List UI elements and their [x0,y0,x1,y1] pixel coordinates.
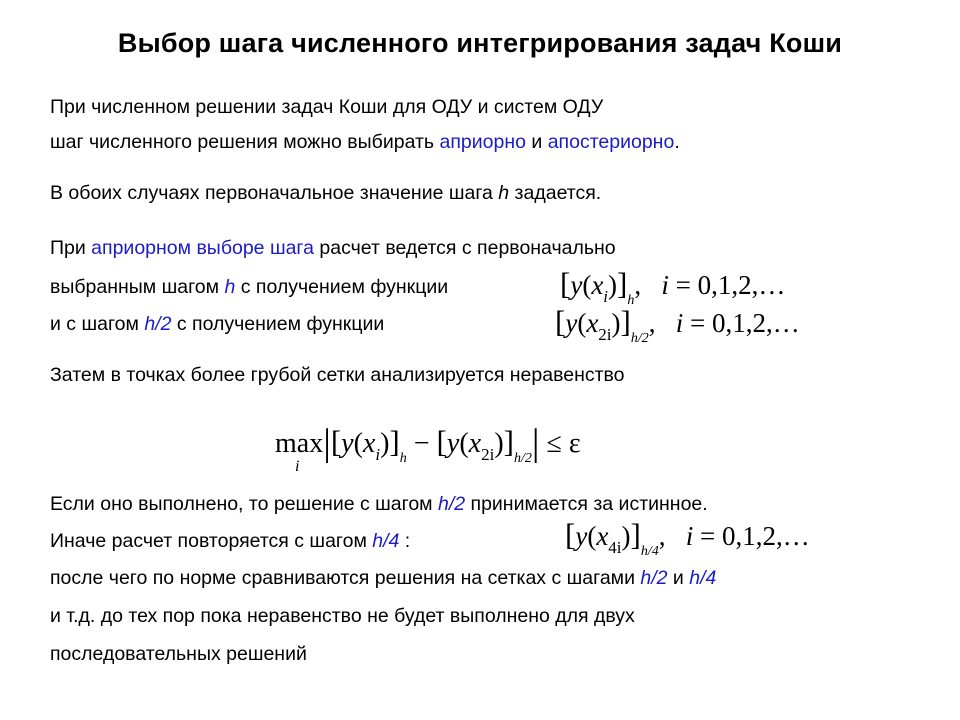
text: расчет ведется с первоначально [313,237,616,259]
formula-y-x4i-h4: $[y(x_{4i})]_{h/4}$, i = 0,1,2,… [565,517,810,559]
paragraph-4 [50,364,625,387]
paragraph-5-line-4 [50,605,635,628]
paragraph-3-line-2 [50,276,448,299]
paragraph-5-line-5 [50,643,307,666]
var-h-half: h/2 [144,313,172,335]
slide-title: Выбор шага численного интегрирования задач Коши [117,28,843,58]
var-h-half: h/2 [640,567,668,589]
text: выбранным шагом [50,276,225,298]
text: и с шагом [50,313,145,335]
paragraph-3-line-1 [50,237,616,260]
text: . [674,131,680,153]
text: Иначе расчет повторяется с шагом [50,530,373,552]
text: В обоих случаях первоначальное значение шага [50,182,499,204]
paragraph-5-line-1 [50,493,708,516]
text: с получением функции [171,313,385,335]
text: задается. [509,182,602,204]
var-h-quarter: h/4 [689,567,717,589]
text: : [399,530,411,552]
paragraph-1-line-1 [50,96,603,119]
term-aposteriori: апостериорно [547,131,675,153]
text: Затем в точках более грубой сетки анализируется неравенство [50,364,625,386]
var-h: h [224,276,236,298]
paragraph-2 [50,182,601,205]
text: и [525,131,548,153]
term-apriori: априорно [439,131,526,153]
term-apriori-step: априорном выборе шага [91,237,314,259]
text: При [50,237,92,259]
text: и т.д. до тех пор пока неравенство не будет выполнено для двух [50,605,635,627]
text: после чего по норме сравниваются решения на сетках с шагами [50,567,641,589]
text: шаг численного решения можно выбирать [50,131,440,153]
paragraph-5-line-3 [50,567,716,590]
inequality-formula: max i $|[y(x_i)]_h - [y(x_{2i})]_{h/2}| \le \varepsilon$ [275,422,581,475]
text: и [667,567,690,589]
text: Если оно выполнено, то решение с шагом [50,493,438,515]
var-h-quarter: h/4 [372,530,400,552]
text: последовательных решений [50,643,307,665]
text: При численном решении задач Коши для ОДУ и систем ОДУ [50,96,604,118]
formula-y-xi-h: $[y(x_i)]_h$, i = 0,1,2,… [560,266,786,308]
text: принимается за истинное. [465,493,708,515]
var-h-half: h/2 [437,493,466,515]
paragraph-1-line-2 [50,131,680,154]
var-h: h [498,182,510,204]
paragraph-3-line-3 [50,313,384,336]
text: с получением функции [235,276,449,298]
formula-y-x2i-h2: $[y(x_{2i})]_{h/2}$, i = 0,1,2,… [555,304,800,346]
paragraph-5-line-2 [50,530,410,553]
